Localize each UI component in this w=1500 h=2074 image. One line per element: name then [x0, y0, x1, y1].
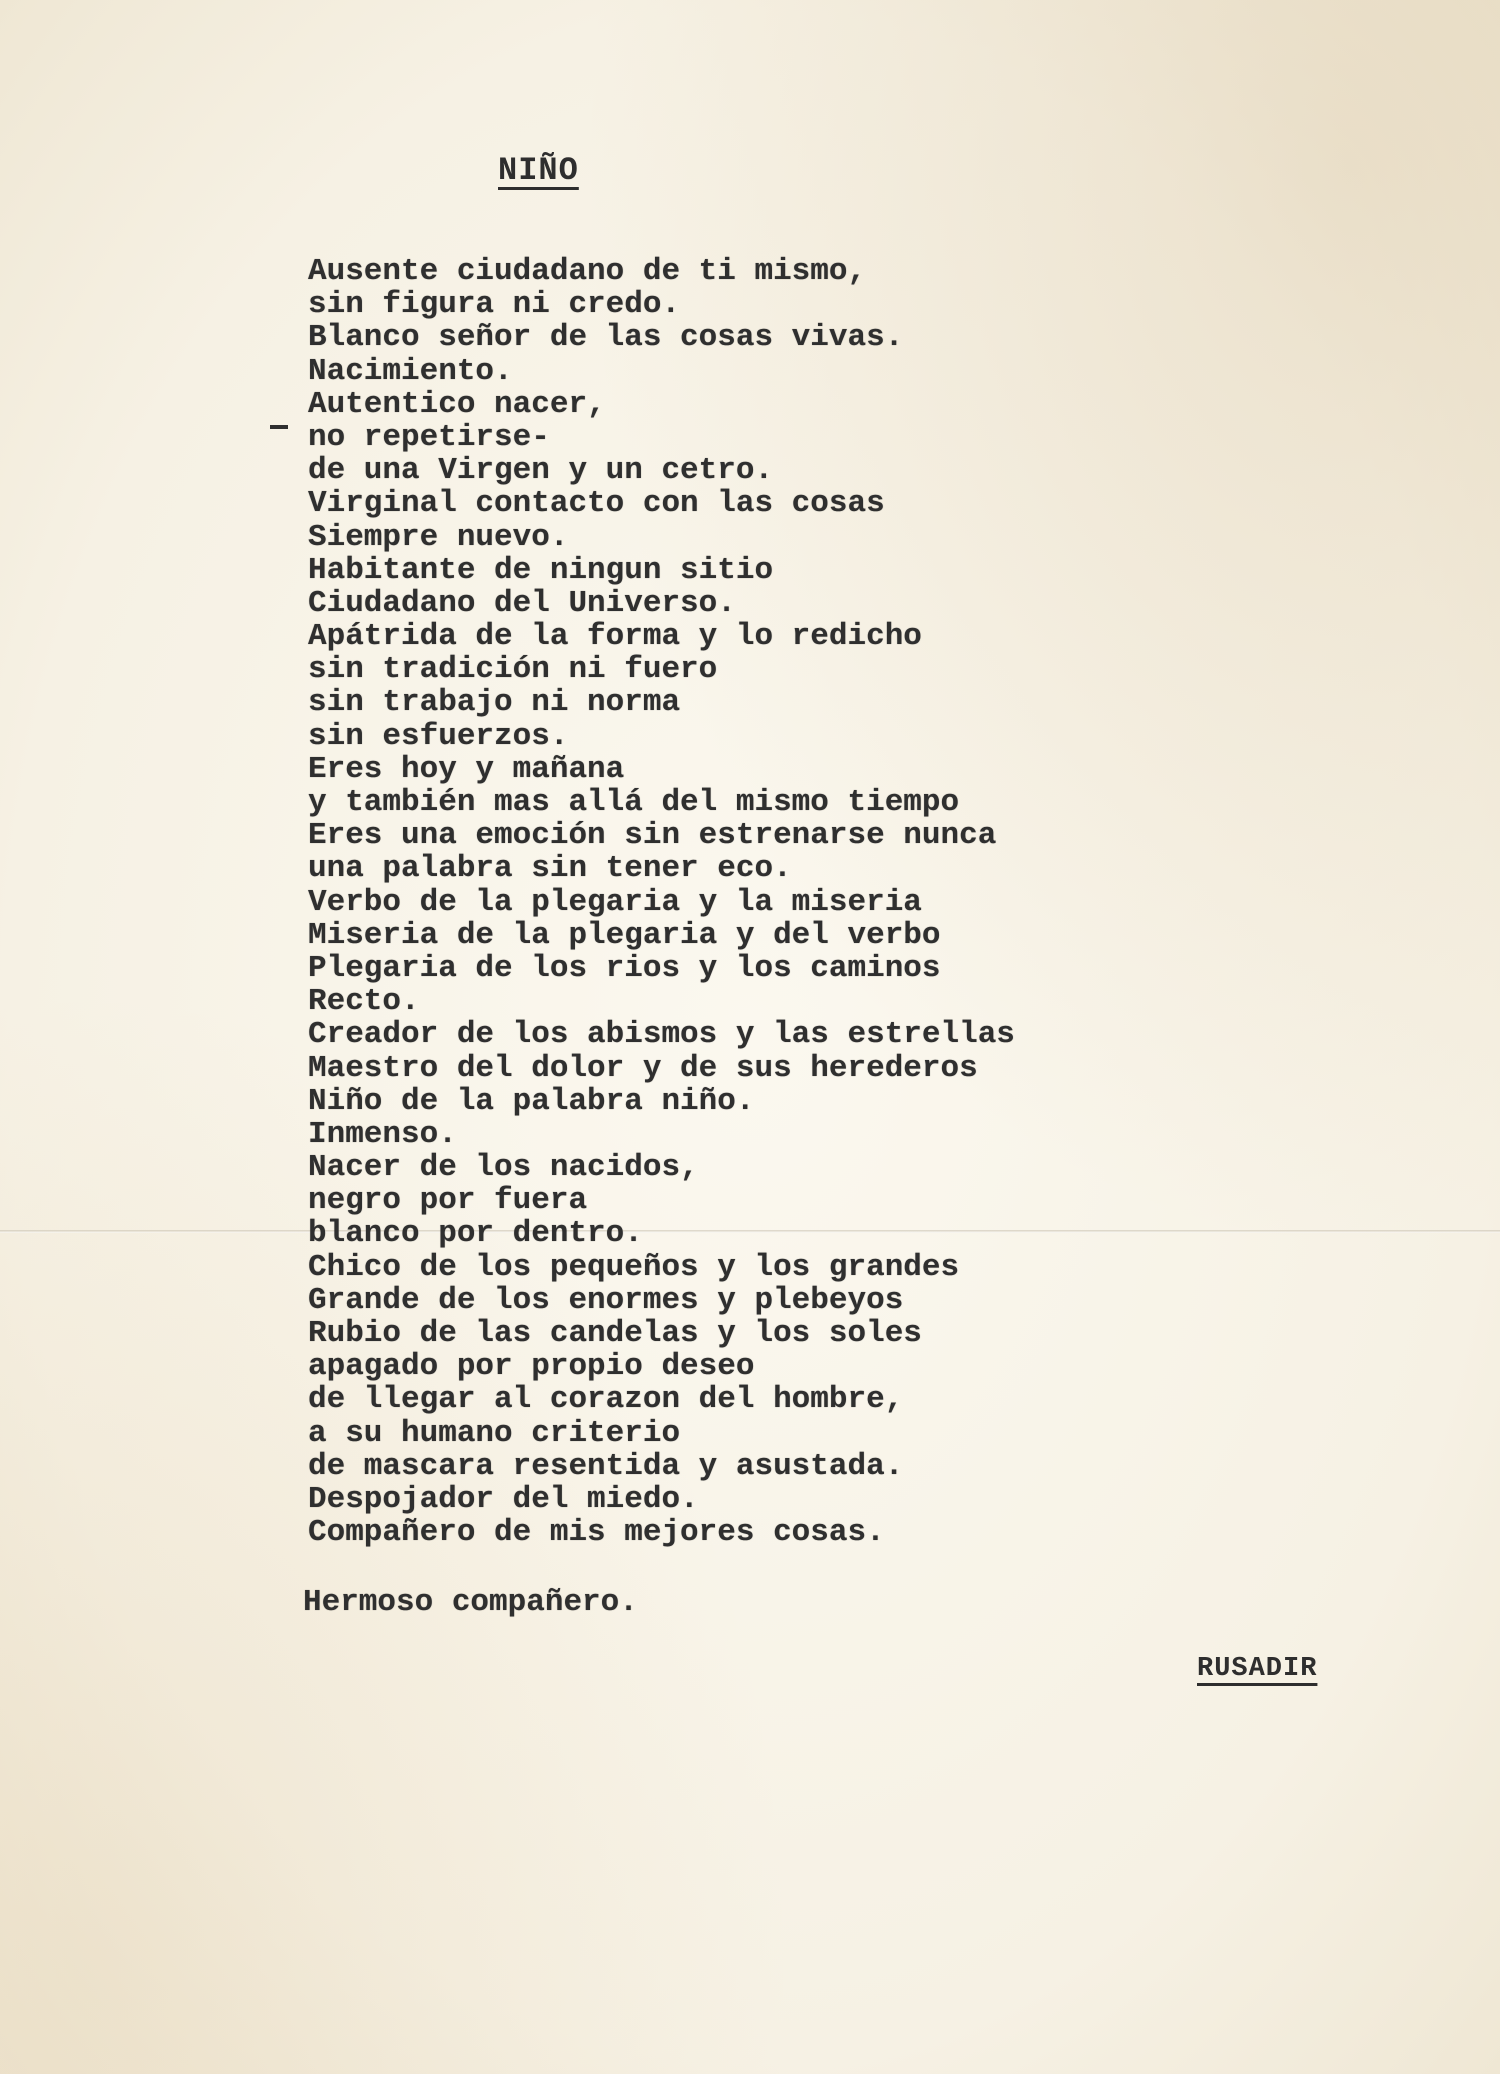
- poem-line: Virginal contacto con las cosas: [308, 486, 885, 522]
- poem-line: sin esfuerzos.: [308, 718, 569, 754]
- poem-line: Despojador del miedo.: [308, 1481, 699, 1517]
- poem-line: Nacimiento.: [308, 353, 513, 389]
- poem-line: de una Virgen y un cetro.: [308, 453, 774, 489]
- poem-line: Verbo de la plegaria y la miseria: [308, 884, 922, 920]
- poem-line: Eres una emoción sin estrenarse nunca: [308, 818, 997, 854]
- poem-line: Autentico nacer,: [308, 386, 606, 422]
- poem-line: Blanco señor de las cosas vivas.: [308, 320, 904, 356]
- poem-line: no repetirse-: [308, 419, 550, 455]
- poem-line: de mascara resentida y asustada.: [308, 1448, 904, 1484]
- poem-line: Creador de los abismos y las estrellas: [308, 1017, 1015, 1053]
- poem-line: Miseria de la plegaria y del verbo: [308, 917, 941, 953]
- poem-line: y también mas allá del mismo tiempo: [308, 785, 960, 820]
- poem-line: sin figura ni credo.: [308, 287, 681, 323]
- poem-line: Recto.: [308, 984, 420, 1020]
- poem-line: de llegar al corazon del hombre,: [308, 1382, 904, 1418]
- poem-line: Maestro del dolor y de sus herederos: [308, 1050, 978, 1086]
- poem-line: negro por fuera: [308, 1183, 588, 1219]
- poem-line: a su humano criterio: [308, 1415, 681, 1451]
- poem-line: Plegaria de los rios y los caminos: [308, 950, 941, 986]
- poem-line: sin tradición ni fuero: [308, 652, 718, 688]
- poem-line: sin trabajo ni norma: [308, 685, 681, 721]
- closing-line: Hermoso compañero.: [303, 1585, 638, 1620]
- poem-line: Rubio de las candelas y los soles: [308, 1316, 922, 1351]
- poem-line: blanco por dentro.: [308, 1216, 643, 1252]
- poem-line: Grande de los enormes y plebeyos: [308, 1282, 904, 1318]
- poem-line: apagado por propio deseo: [308, 1349, 755, 1385]
- signature: RUSADIR: [1197, 1654, 1318, 1684]
- poem-line: Ausente ciudadano de ti mismo,: [308, 254, 867, 289]
- poem-line: Siempre nuevo.: [308, 519, 569, 555]
- poem-line: Apátrida de la forma y lo redicho: [308, 619, 922, 655]
- margin-dash-mark: [270, 425, 288, 429]
- poem-line: Ciudadano del Universo.: [308, 585, 736, 621]
- poem-line: Inmenso.: [308, 1116, 457, 1152]
- poem-line: una palabra sin tener eco.: [308, 851, 792, 887]
- poem-title: NIÑO: [498, 152, 579, 189]
- poem-body: [308, 255, 1015, 1549]
- poem-line: Nacer de los nacidos,: [308, 1150, 699, 1186]
- poem-line: Compañero de mis mejores cosas.: [308, 1515, 885, 1551]
- poem-line: Habitante de ningun sitio: [308, 552, 774, 588]
- poem-line: Niño de la palabra niño.: [308, 1083, 755, 1119]
- poem-line: Eres hoy y mañana: [308, 751, 625, 787]
- poem-line: Chico de los pequeños y los grandes: [308, 1249, 960, 1285]
